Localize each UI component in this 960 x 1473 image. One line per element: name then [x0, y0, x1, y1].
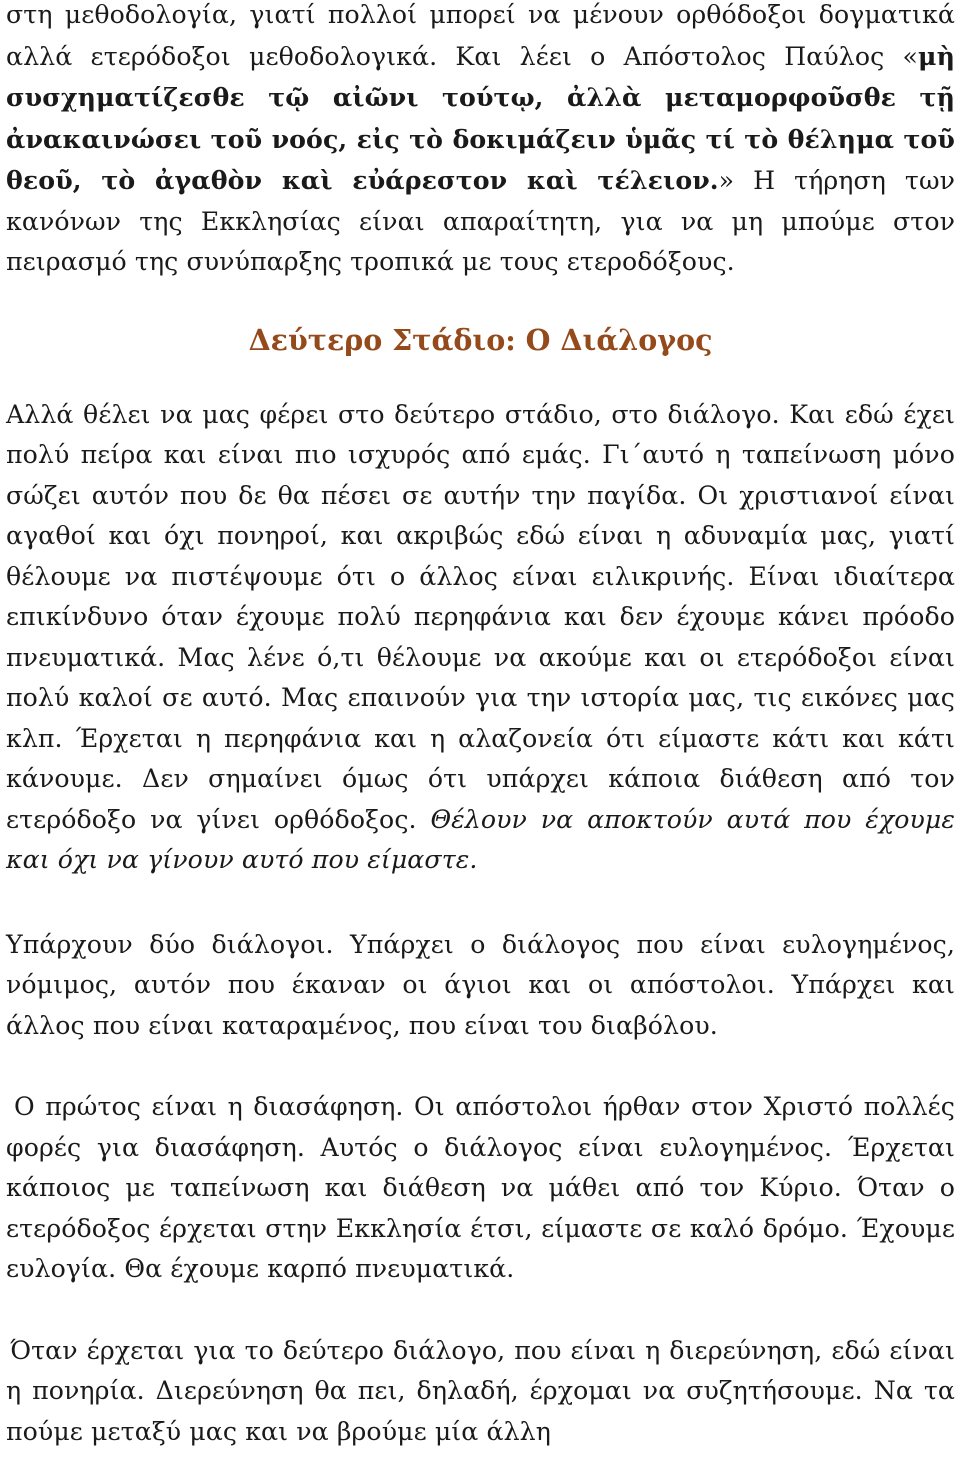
paragraph-dialogue-intro	[6, 395, 955, 881]
paragraph-first-dialogue: Ο πρώτος είναι η διασάφηση. Οι απόστολοι ήρθαν στον Χριστό πολλές φορές για διασάφηση. Αυτός ο διάλογος είναι ευλογημένος. Έρχεται κάποιος με ταπείνωση και διάθεση να μάθει από τον Κύριο. Όταν ο ετερόδοξος έρχεται στην Εκκλησία έτσι, είμαστε σε καλό δρόμο. Έχουμε ευλογία. Θα έχουμε καρπό πνευματικά.	[6, 1092, 955, 1283]
paragraph-text: » Η τήρηση των κανόνων της Εκκλησίας είναι απαραίτητη, για να μη μπούμε στον πειρασμό της συνύπαρξης τροπικά με τους ετεροδόξους.	[6, 166, 955, 276]
paragraph-text: στη μεθοδολογία, γιατί πολλοί μπορεί να μένουν ορθόδοξοι δογματικά αλλά ετερόδοξοι μεθοδολογικά. Και λέει ο Απόστολος Παύλος «	[6, 0, 955, 71]
paragraph-text: Αλλά θέλει να μας φέρει στο δεύτερο στάδιο, στο διάλογο. Και εδώ έχει πολύ πείρα και είναι πιο ισχυρός από εμάς. Γι΄αυτό η ταπείνωση μόνο σώζει αυτόν που δε θα πέσει σε αυτήν την παγίδα. Οι χριστιανοί είναι αγαθοί και όχι πονηροί, και ακριβώς εδώ είναι η αδυναμία μας, γιατί θέλουμε να πιστέψουμε ότι ο άλλος είναι ειλικρινής. Είναι ιδιαίτερα επικίνδυνο όταν έχουμε πολύ περηφάνια και δεν έχουμε κάνει πρόοδο πνευματικά. Μας λένε ό,τι θέλουμε να ακούμε και οι ετερόδοξοι είναι πολύ καλοί σε αυτό. Μας επαινούν για την ιστορία μας, τις εικόνες μας κλπ. Έρχεται η περηφάνια και η αλαζονεία ότι είμαστε κάτι και κάτι κάνουμε. Δεν σημαίνει όμως ότι υπάρχει κάποια διάθεση από τον ετερόδοξο να γίνει ορθόδοξος.	[6, 399, 955, 834]
scripture-quote: μὴ συσχηματίζεσθε τῷ αἰῶνι τούτῳ, ἀλλὰ μεταμορφοῦσθε τῇ ἀνακαινώσει τοῦ νοός, εἰς τὸ δοκιμάζειν ὑμᾶς τί τὸ θέλημα τοῦ θεοῦ, τὸ ἀγαθὸν καὶ εὐάρεστον καὶ τέλειον.	[6, 40, 955, 195]
section-heading: Δεύτερο Στάδιο: Ο Διάλογος	[248, 322, 713, 357]
paragraph-second-dialogue: Όταν έρχεται για το δεύτερο διάλογο, που είναι η διερεύνηση, εδώ είναι η πονηρία. Διερεύνηση θα πει, δηλαδή, έρχομαι να συζητήσουμε. Να τα πούμε μεταξύ μας και να βρούμε μία άλλη	[6, 1335, 955, 1446]
paragraph-apostle-paul	[6, 0, 955, 283]
italic-sentence: Θέλουν να αποκτούν αυτά που έχουμε και όχι να γίνουν αυτό που είμαστε.	[6, 804, 955, 874]
paragraph-two-dialogues: Υπάρχουν δύο διάλογοι. Υπάρχει ο διάλογος που είναι ευλογημένος, νόμιμος, αυτόν που έκαναν οι άγιοι και οι απόστολοι. Υπάρχει και άλλος που είναι καταραμένος, που είναι του διαβόλου.	[6, 929, 955, 1040]
